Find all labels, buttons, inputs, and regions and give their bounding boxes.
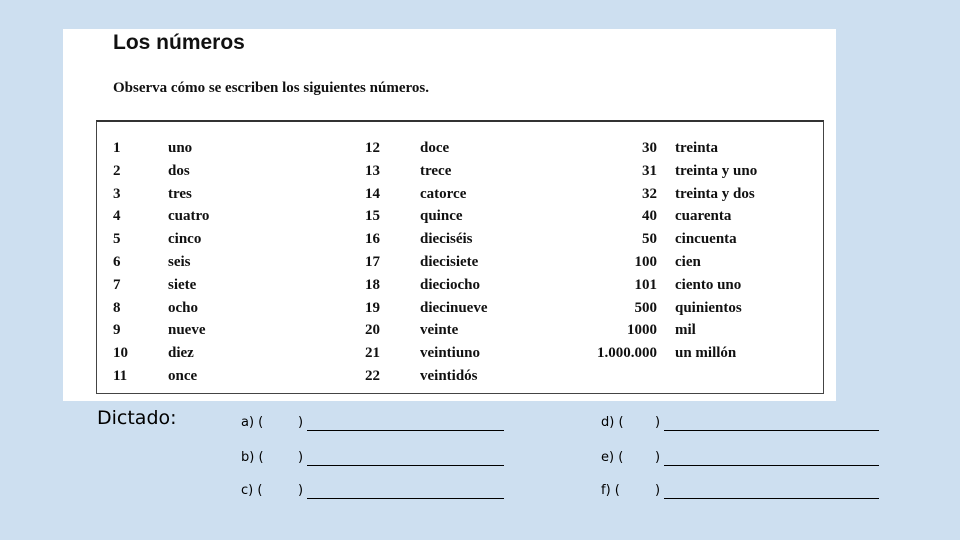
number-word: catorce (420, 185, 467, 202)
number-digit: 1.000.000 (597, 345, 657, 362)
worksheet-instruction: Observa cómo se escriben los siguientes números. (113, 80, 429, 96)
number-word: treinta y uno (675, 162, 758, 179)
number-digit: 2 (113, 162, 121, 179)
number-row (587, 228, 787, 251)
number-row (365, 342, 565, 365)
number-digit: 11 (113, 367, 128, 384)
number-row (113, 160, 313, 183)
number-digit: 18 (365, 276, 380, 293)
number-word: veinte (420, 322, 459, 339)
number-row (365, 297, 565, 320)
numbers-column-1 (113, 137, 313, 388)
number-digit: 22 (365, 367, 380, 384)
number-word: cuatro (168, 208, 210, 225)
number-digit: 500 (634, 299, 657, 316)
number-digit: 19 (365, 299, 380, 316)
number-row (113, 365, 313, 388)
number-word: dos (168, 162, 190, 179)
dictado-item-b-close: ) (298, 450, 304, 465)
number-row (365, 365, 565, 388)
numbers-column-3 (587, 137, 787, 365)
dictado-item-e-letter: e) ( (601, 450, 624, 465)
number-digit: 12 (365, 140, 380, 156)
number-row (113, 342, 313, 365)
number-row (587, 137, 787, 160)
numbers-column-2 (365, 137, 565, 388)
number-digit: 21 (365, 345, 380, 362)
number-digit: 14 (365, 185, 380, 202)
number-digit: 4 (113, 208, 121, 225)
number-digit: 100 (634, 253, 657, 270)
number-word: un millón (675, 345, 737, 362)
number-row (365, 205, 565, 228)
number-row (587, 342, 787, 365)
number-row (365, 160, 565, 183)
number-digit: 7 (113, 276, 121, 293)
dictado-item-a-letter: a) ( (241, 415, 264, 430)
number-word: trece (420, 162, 452, 179)
dictado-item-f-blank[interactable] (664, 485, 879, 499)
number-word: cinco (168, 231, 202, 248)
number-digit: 40 (642, 208, 657, 225)
number-row (365, 319, 565, 342)
number-digit: 10 (113, 345, 128, 362)
dictado-item-d-letter: d) ( (601, 415, 624, 430)
number-row (113, 183, 313, 206)
dictado-label: Dictado: (97, 407, 177, 429)
dictado-item-c-letter: c) ( (241, 483, 263, 498)
number-digit: 1000 (627, 322, 657, 339)
number-word: veintidós (420, 367, 478, 384)
number-digit: 9 (113, 322, 121, 339)
worksheet-title: Los números (113, 31, 245, 54)
number-word: treinta y dos (675, 185, 755, 202)
number-row (587, 251, 787, 274)
worksheet-image (63, 29, 836, 401)
number-word: dieciocho (420, 276, 480, 293)
number-row (587, 319, 787, 342)
number-word: diecisiete (420, 253, 479, 270)
number-digit: 31 (642, 162, 657, 179)
number-digit: 17 (365, 253, 380, 270)
number-row (365, 274, 565, 297)
dictado-item-a-close: ) (298, 415, 304, 430)
number-word: cien (675, 253, 701, 270)
dictado-item-d-blank[interactable] (664, 417, 879, 431)
number-row (365, 183, 565, 206)
number-digit: 6 (113, 253, 121, 270)
dictado-item-e-blank[interactable] (664, 452, 879, 466)
dictado-item-b-letter: b) ( (241, 450, 264, 465)
number-word: mil (675, 322, 696, 339)
numbers-table (96, 120, 824, 394)
number-digit: 101 (634, 276, 657, 293)
number-word: veintiuno (420, 345, 481, 362)
number-row (365, 228, 565, 251)
number-digit: 16 (365, 231, 380, 248)
number-digit: 13 (365, 162, 380, 179)
number-row (113, 205, 313, 228)
number-word: uno (168, 140, 193, 156)
number-row (587, 274, 787, 297)
dictado-item-f-letter: f) ( (601, 483, 620, 498)
number-word: cuarenta (675, 208, 732, 225)
number-digit: 8 (113, 299, 121, 316)
dictado-item-b-blank[interactable] (307, 452, 504, 466)
number-word: ocho (168, 299, 198, 316)
number-row (587, 205, 787, 228)
number-word: treinta (675, 140, 719, 156)
number-digit: 1 (113, 140, 121, 156)
number-row (113, 137, 313, 160)
number-row (587, 183, 787, 206)
number-word: diecinueve (420, 299, 488, 316)
number-word: quince (420, 208, 463, 225)
number-word: doce (420, 140, 450, 156)
number-row (587, 160, 787, 183)
dictado-item-e-close: ) (655, 450, 661, 465)
dictado-item-d-close: ) (655, 415, 661, 430)
number-digit: 15 (365, 208, 380, 225)
number-row (113, 251, 313, 274)
number-row (365, 137, 565, 160)
number-row (365, 251, 565, 274)
number-word: ciento uno (675, 276, 742, 293)
number-word: nueve (168, 322, 206, 339)
number-digit: 50 (642, 231, 657, 248)
number-row (113, 274, 313, 297)
number-word: diez (168, 345, 194, 362)
dictado-item-a-blank[interactable] (307, 417, 504, 431)
number-row (587, 297, 787, 320)
dictado-item-c-blank[interactable] (307, 485, 504, 499)
number-digit: 5 (113, 231, 121, 248)
number-word: dieciséis (420, 231, 473, 248)
number-row (113, 297, 313, 320)
number-word: seis (168, 253, 191, 270)
number-word: tres (168, 185, 192, 202)
number-digit: 3 (113, 185, 121, 202)
dictado-item-f-close: ) (655, 483, 661, 498)
number-word: quinientos (675, 299, 742, 316)
number-digit: 32 (642, 185, 657, 202)
number-digit: 30 (642, 140, 657, 156)
dictado-item-c-close: ) (298, 483, 304, 498)
number-row (113, 319, 313, 342)
number-word: cincuenta (675, 231, 737, 248)
number-word: once (168, 367, 198, 384)
number-word: siete (168, 276, 197, 293)
number-digit: 20 (365, 322, 380, 339)
number-row (113, 228, 313, 251)
